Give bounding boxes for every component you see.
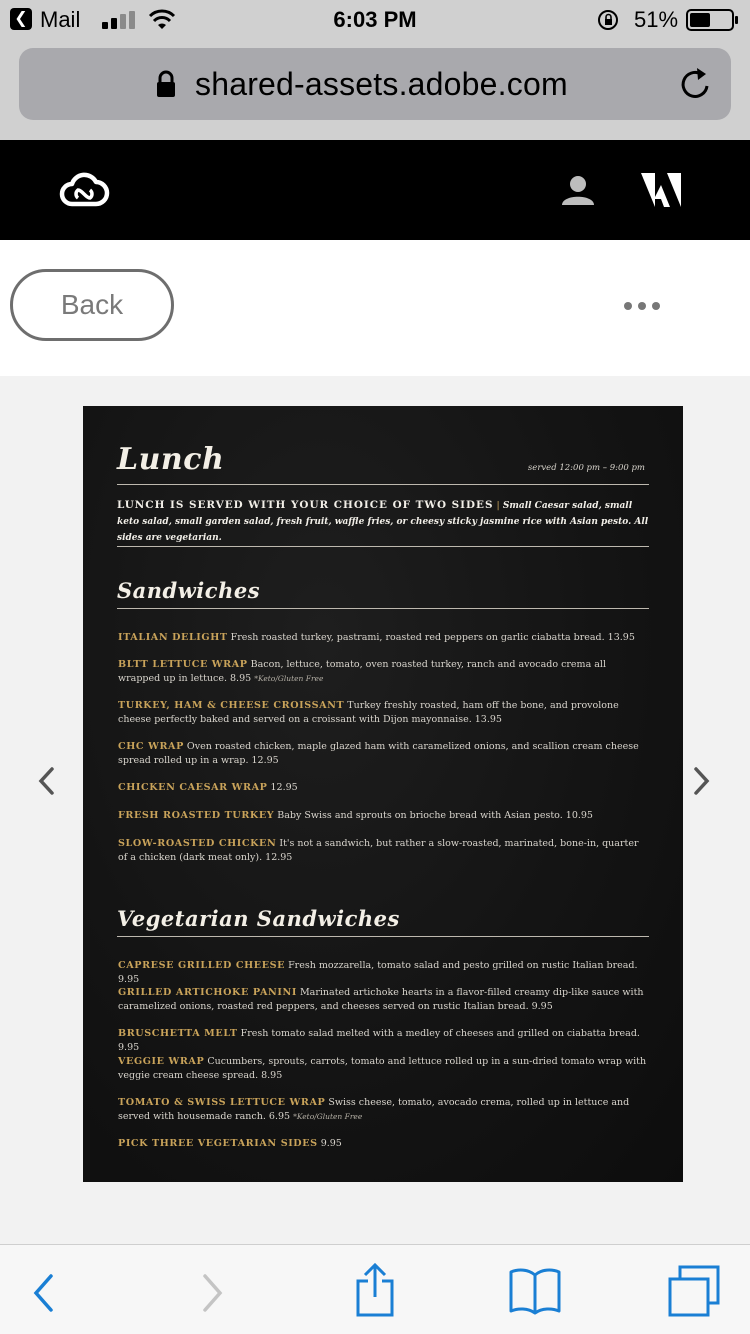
bookmarks-icon[interactable]	[508, 1267, 562, 1315]
item-name: FRESH ROASTED TURKEY	[118, 810, 275, 821]
item-name: TURKEY, HAM & CHEESE CROISSANT	[118, 700, 345, 711]
adobe-header	[0, 140, 750, 240]
viewer-toolbar	[0, 240, 750, 376]
share-icon[interactable]	[354, 1263, 396, 1317]
menu-item	[118, 837, 648, 865]
menu-item	[118, 809, 648, 823]
menu-item	[118, 699, 648, 727]
item-name: VEGGIE WRAP	[118, 1056, 205, 1067]
item-desc: Fresh mozzarella, tomato salad and pesto grilled on rustic Italian bread. 9.95	[118, 960, 638, 985]
battery-icon	[686, 9, 734, 31]
url-field[interactable]	[19, 48, 731, 120]
back-button[interactable]: Back	[10, 269, 174, 341]
battery-percent: 51%	[634, 7, 679, 32]
reload-icon[interactable]	[679, 66, 713, 102]
divider	[117, 484, 649, 485]
browser-address-bar	[0, 40, 750, 140]
status-bar	[0, 0, 750, 40]
user-icon[interactable]	[560, 174, 596, 206]
item-note: *Keto/Gluten Free	[254, 674, 324, 683]
orientation-lock-icon	[597, 9, 621, 31]
item-name: BLTT LETTUCE WRAP	[118, 659, 248, 670]
divider	[117, 608, 649, 609]
item-name: CHICKEN CAESAR WRAP	[118, 782, 268, 793]
url-text[interactable]: shared-assets.adobe.com	[195, 66, 568, 102]
section-title: Sandwiches	[117, 578, 261, 603]
browser-bottom-toolbar	[0, 1244, 750, 1334]
chevron-right-icon[interactable]	[692, 766, 712, 796]
item-name: SLOW-ROASTED CHICKEN	[118, 838, 277, 849]
item-name: CAPRESE GRILLED CHEESE	[118, 960, 286, 971]
chevron-left-icon[interactable]	[36, 766, 56, 796]
tabs-icon[interactable]	[668, 1265, 720, 1317]
battery-level	[690, 13, 710, 27]
item-desc: Turkey freshly roasted, ham off the bone, and provolone cheese perfectly baked and served on a croissant with Dijon mayonnaise. 13.95	[118, 700, 619, 725]
adobe-logo-icon[interactable]	[641, 173, 681, 207]
divider	[117, 936, 649, 937]
status-time: 6:03 PM	[333, 7, 417, 32]
item-name: PICK THREE VEGETARIAN SIDES	[118, 1138, 318, 1149]
intro-sides: Small Caesar salad, small keto salad, small garden salad, fresh fruit, waffle fries, or cheesy sticky jasmine rice with Asian pesto. All sides are vegetarian.	[117, 501, 649, 543]
item-desc: Oven roasted chicken, maple glazed ham with caramelized onions, and scallion cream cheese spread rolled up in a wrap. 12.95	[118, 741, 639, 766]
divider	[117, 546, 649, 547]
item-desc: 12.95	[270, 782, 298, 793]
item-desc: It's not a sandwich, but rather a slow-roasted, marinated, bone-in, quarter of a chicken (dark meat only). 12.95	[118, 838, 639, 863]
menu-item	[118, 631, 648, 645]
item-name: CHC WRAP	[118, 741, 184, 752]
item-desc: Fresh roasted turkey, pastrami, roasted red peppers on garlic ciabatta bread. 13.95	[230, 632, 635, 643]
menu-item	[118, 1027, 648, 1055]
item-note: *Keto/Gluten Free	[293, 1112, 363, 1121]
intro-separator: |	[496, 500, 500, 511]
menu-item	[118, 1096, 648, 1124]
item-name: ITALIAN DELIGHT	[118, 632, 228, 643]
item-name: GRILLED ARTICHOKE PANINI	[118, 987, 297, 998]
menu-item	[118, 781, 648, 795]
menu-item	[118, 959, 648, 987]
menu-title: Lunch	[117, 442, 225, 477]
more-dots-icon[interactable]	[624, 299, 660, 313]
menu-intro	[117, 498, 651, 546]
menu-item	[118, 986, 648, 1014]
asset-viewer	[0, 376, 750, 1244]
padlock-icon	[155, 70, 177, 98]
menu-item	[118, 740, 648, 768]
browser-forward-icon[interactable]	[202, 1273, 224, 1313]
section-title: Vegetarian Sandwiches	[117, 906, 400, 931]
menu-item	[118, 1055, 648, 1083]
item-desc: Marinated artichoke hearts in a flavor-filled creamy dip-like sauce with caramelized onions, roasted red peppers, and cheeses served on rustic Italian bread. 9.95	[118, 987, 644, 1012]
item-desc: Cucumbers, sprouts, carrots, tomato and lettuce rolled up in a sun-dried tomato wrap with veggie cream cheese spread. 8.95	[118, 1056, 647, 1081]
item-desc: Bacon, lettuce, tomato, oven roasted turkey, ranch and avocado crema all wrapped up in lettuce. 8.95	[118, 659, 606, 684]
menu-served-hours: served 12:00 pm – 9:00 pm	[527, 463, 645, 473]
back-to-app-icon[interactable]: ❮	[10, 8, 32, 30]
browser-back-icon[interactable]	[32, 1273, 54, 1313]
menu-image	[83, 406, 683, 1182]
item-name: TOMATO & SWISS LETTUCE WRAP	[118, 1097, 326, 1108]
item-name: BRUSCHETTA MELT	[118, 1028, 238, 1039]
menu-item	[118, 658, 648, 686]
menu-item	[118, 1137, 648, 1151]
item-desc: Fresh tomato salad melted with a medley of cheeses and grilled on ciabatta bread. 9.95	[118, 1028, 640, 1053]
intro-caps: LUNCH IS SERVED WITH YOUR CHOICE OF TWO SIDES	[117, 499, 494, 511]
item-desc: Swiss cheese, tomato, avocado crema, rolled up in lettuce and served with housemade ranch. 6.95	[118, 1097, 630, 1122]
creative-cloud-icon[interactable]	[58, 170, 110, 210]
back-to-app-label[interactable]: Mail	[40, 7, 81, 32]
item-desc: 9.95	[320, 1138, 342, 1149]
item-desc: Baby Swiss and sprouts on brioche bread with Asian pesto. 10.95	[277, 810, 593, 821]
